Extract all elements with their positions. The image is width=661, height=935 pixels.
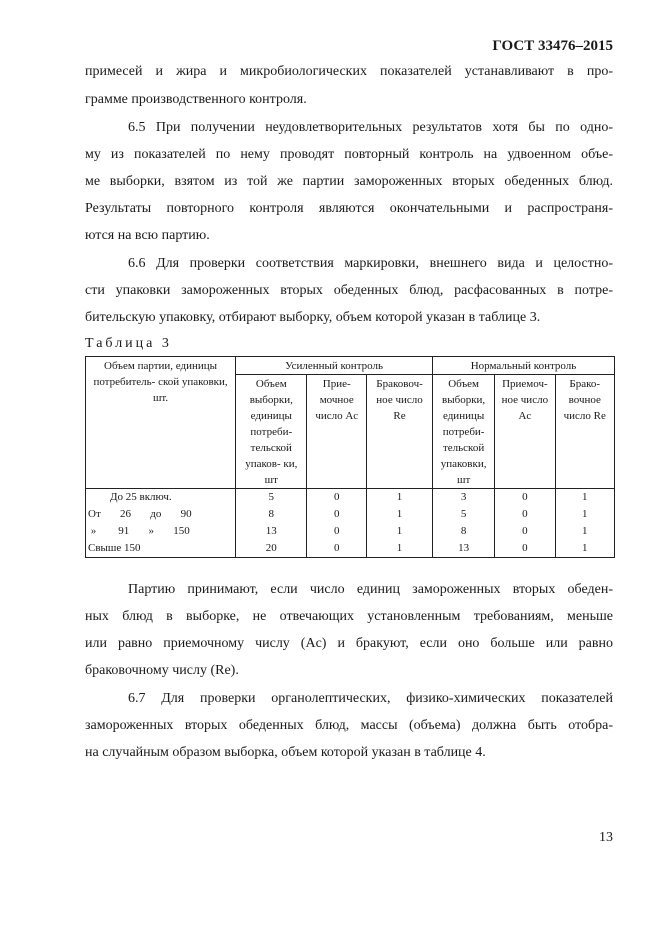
table-cell: 13	[433, 540, 495, 558]
page-number: 13	[599, 830, 613, 845]
row-label: От 26 до 90	[86, 506, 236, 523]
table-cell: 0	[307, 523, 367, 540]
text-line: ных блюд в выборке, не отвечающих установленным требованиям, меньше	[85, 609, 613, 624]
table-cell: 0	[307, 489, 367, 507]
header-enhanced-control: Усиленный контроль	[236, 357, 433, 375]
row-label: Свыше 150	[86, 540, 236, 558]
table-caption: Таблица 3	[85, 336, 172, 351]
table-cell: 0	[307, 506, 367, 523]
text-line: Результаты повторного контроля являются окончательными и распространя-	[85, 201, 613, 216]
header-sample-size: Объем выборки, единицы потреби- тельской упаковки, шт	[433, 375, 495, 489]
text-line: на случайным образом выборка, объем которой указан в таблице 4.	[85, 745, 486, 760]
table-cell: 1	[367, 489, 433, 507]
document-header: ГОСТ 33476–2015	[492, 38, 613, 54]
header-acceptance-number: Приемоч- ное число Ac	[495, 375, 555, 489]
header-normal-control: Нормальный контроль	[433, 357, 615, 375]
text-line: му из показателей по нему проводят повторный контроль на удвоенном объе-	[85, 147, 613, 162]
table-cell: 1	[367, 506, 433, 523]
table-cell: 0	[495, 540, 555, 558]
header-sample-size: Объем выборки, единицы потреби- тельской упаков- ки, шт	[236, 375, 307, 489]
table-cell: 1	[555, 489, 614, 507]
header-rejection-number: Брако- вочное число Re	[555, 375, 614, 489]
text-line: замороженных вторых обеденных блюд, массы (объема) должна быть отобра-	[85, 718, 613, 733]
table-cell: 8	[433, 523, 495, 540]
table-cell: 20	[236, 540, 307, 558]
text-line: примесей и жира и микробиологических показателей устанавливают в про-	[85, 64, 613, 79]
table-cell: 1	[367, 540, 433, 558]
table-cell: 1	[555, 506, 614, 523]
header-rejection-number: Браковоч- ное число Re	[367, 375, 433, 489]
header-batch-size: Объем партии, единицы потребитель- ской упаковки, шт.	[86, 357, 236, 489]
text-line: бительскую упаковку, отбирают выборку, объем которой указан в таблице 3.	[85, 310, 541, 325]
text-line: ются на всю партию.	[85, 228, 210, 243]
text-line: браковочному числу (Re).	[85, 663, 239, 678]
paragraph-acceptance: Партию принимают, если число единиц замороженных вторых обеден-	[128, 582, 613, 597]
table-cell: 0	[307, 540, 367, 558]
table-cell: 3	[433, 489, 495, 507]
table-row	[86, 489, 615, 507]
table-cell: 0	[495, 523, 555, 540]
row-label: » 91 » 150	[86, 523, 236, 540]
table-cell: 13	[236, 523, 307, 540]
text-line: грамме производственного контроля.	[85, 92, 307, 107]
table-cell: 1	[555, 540, 614, 558]
table-cell: 8	[236, 506, 307, 523]
paragraph-6-7: 6.7 Для проверки органолептических, физико-химических показателей	[128, 691, 613, 706]
table-cell: 5	[433, 506, 495, 523]
table-row	[86, 506, 615, 523]
text-line: или равно приемочному числу (Ac) и бракуют, если оно больше или равно	[85, 636, 613, 651]
table-cell: 1	[555, 523, 614, 540]
table-cell: 5	[236, 489, 307, 507]
table-row	[86, 523, 615, 540]
row-label: До 25 включ.	[86, 489, 236, 507]
table-row	[86, 540, 615, 558]
header-acceptance-number: Прие- мочное число Ac	[307, 375, 367, 489]
table-cell: 0	[495, 489, 555, 507]
table-cell: 1	[367, 523, 433, 540]
text-line: ме выборки, взятом из той же партии замороженных вторых обеденных блюд.	[85, 174, 613, 189]
paragraph-6-6: 6.6 Для проверки соответствия маркировки, внешнего вида и целостно-	[128, 256, 613, 271]
sampling-table	[85, 356, 615, 558]
text-line: сти упаковки замороженных вторых обеденных блюд, расфасованных в потре-	[85, 283, 613, 298]
table-cell: 0	[495, 506, 555, 523]
paragraph-6-5: 6.5 При получении неудовлетворительных результатов хотя бы по одно-	[128, 120, 613, 135]
